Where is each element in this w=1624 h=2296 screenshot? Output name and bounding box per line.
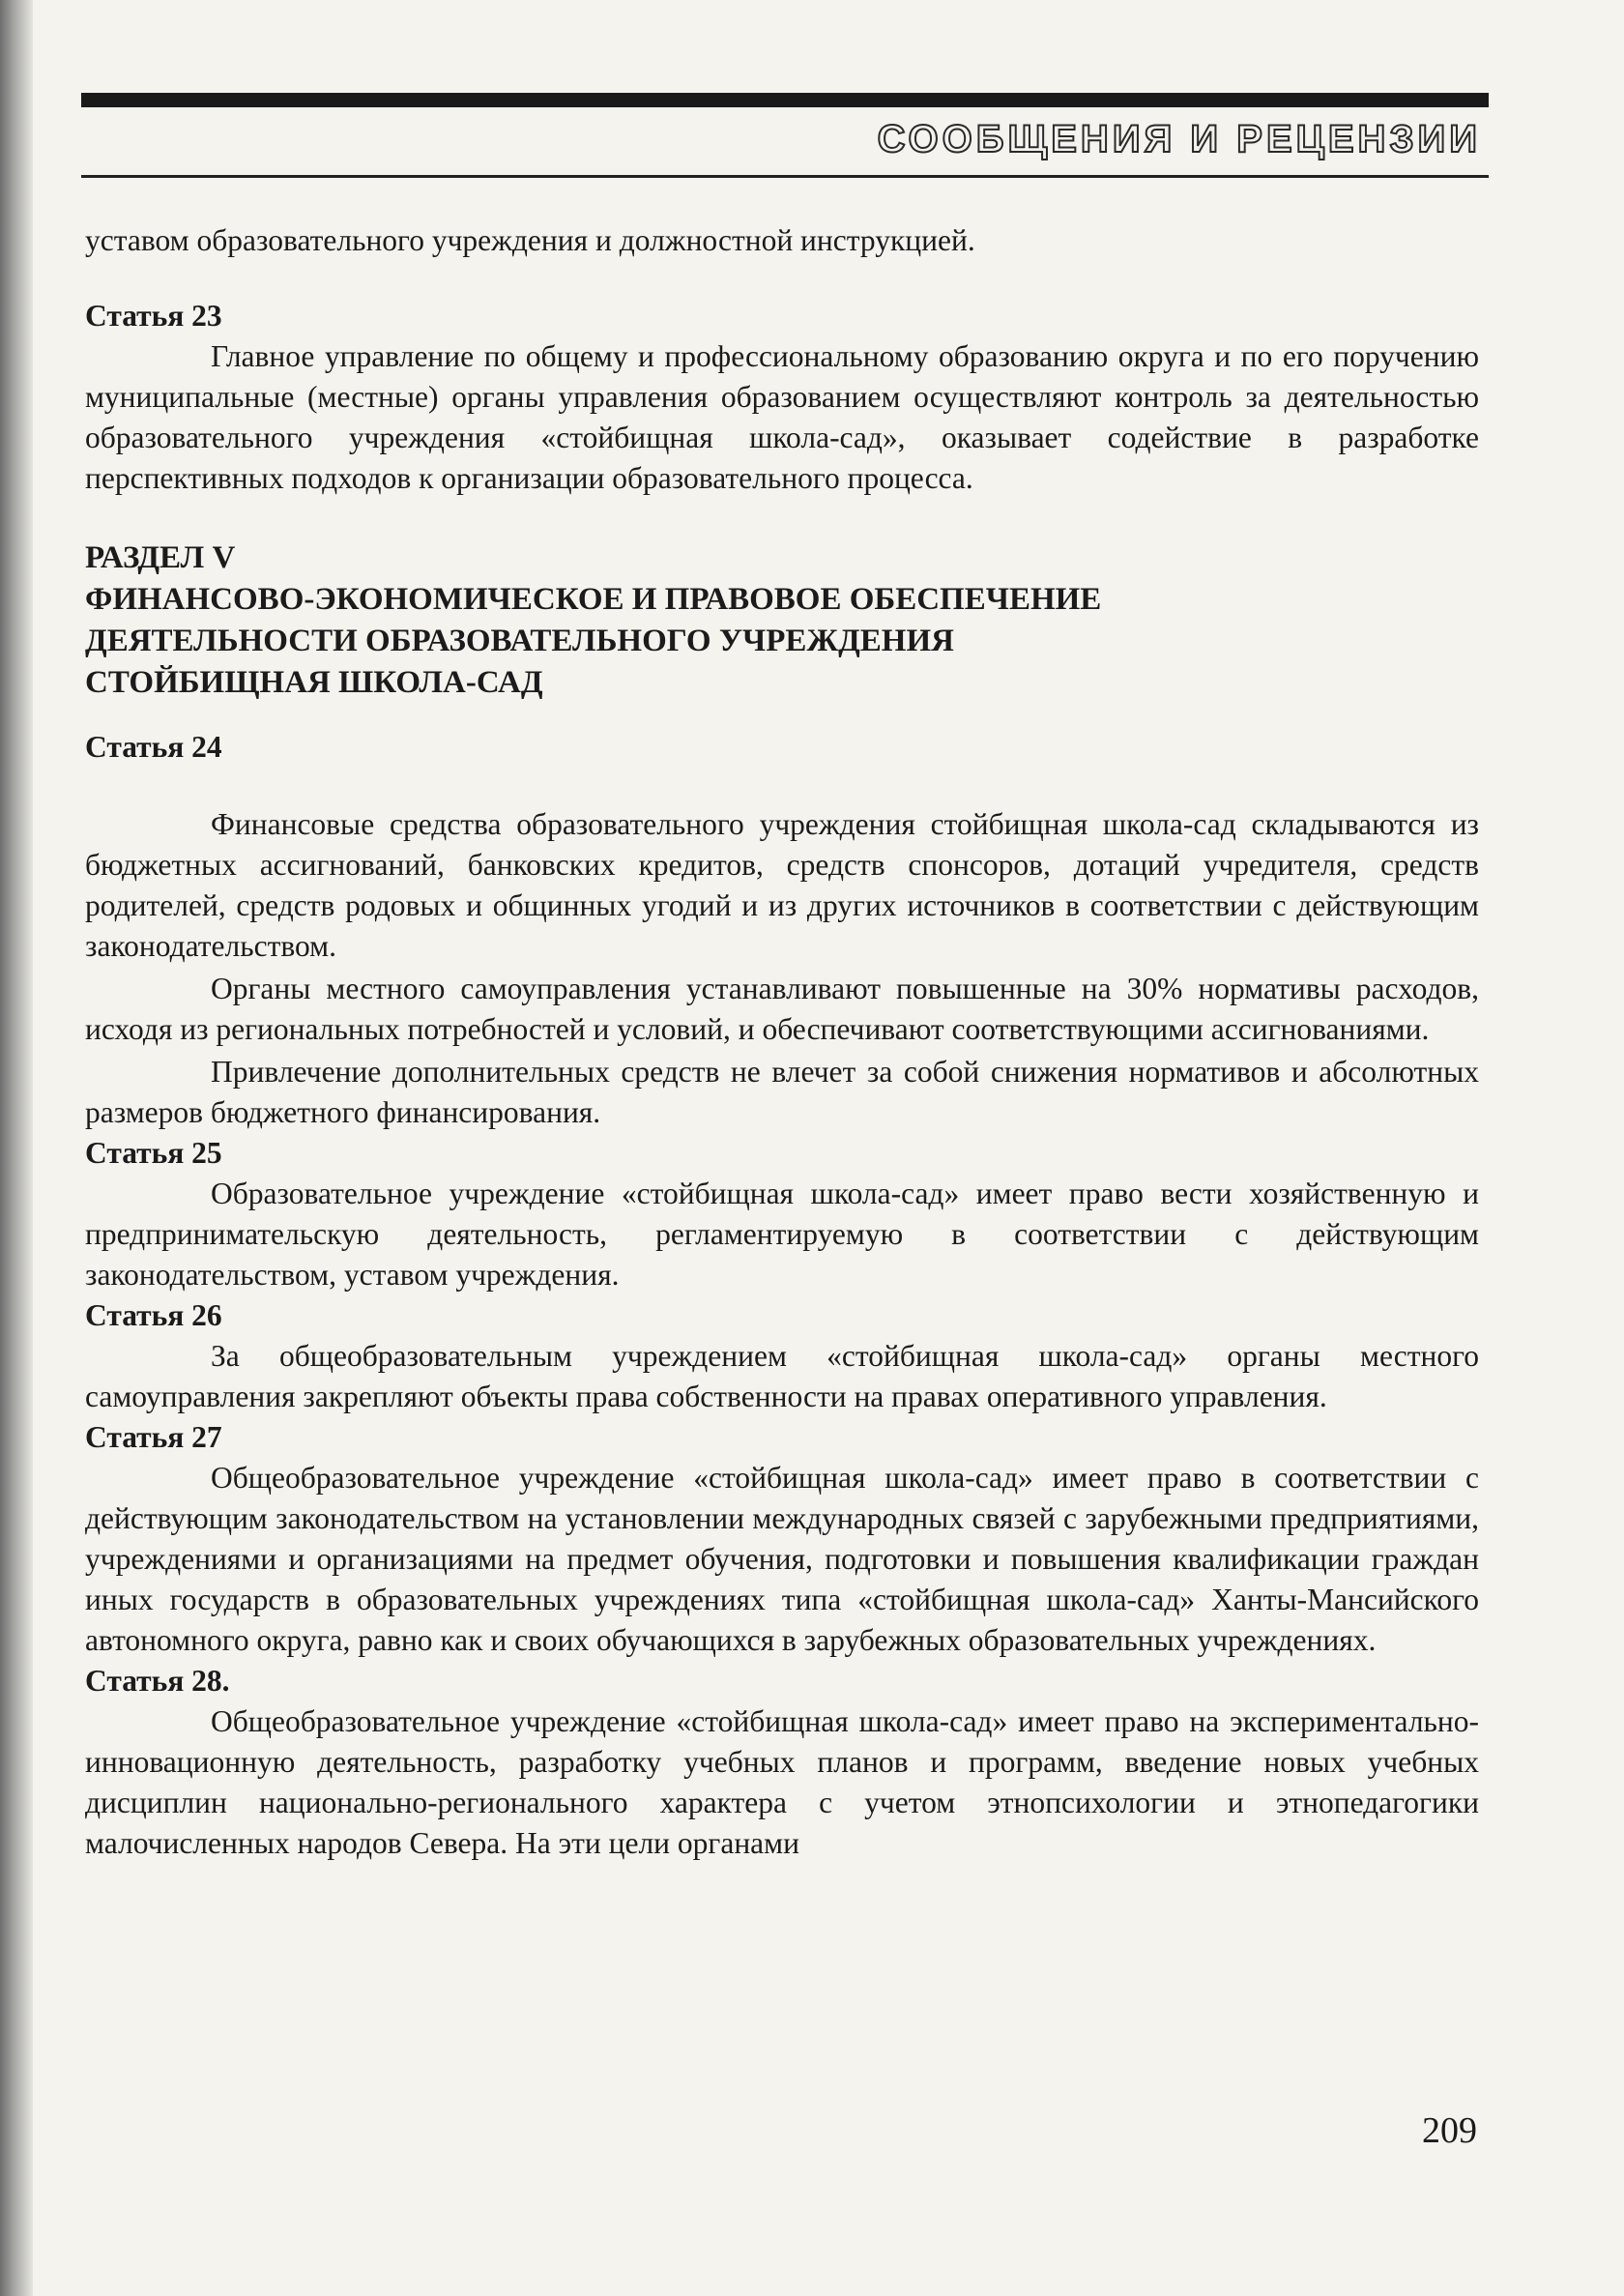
page-number: 209 bbox=[1422, 2110, 1477, 2151]
paragraph-continuation: уставом образовательного учреждения и должностной инструкцией. bbox=[85, 223, 975, 257]
section-number: РАЗДЕЛ V bbox=[85, 540, 236, 575]
article-26-text: За общеобразовательным учреждением «стойбищная школа-сад» органы местного самоуправления закрепляют объекты права собственности на правах оперативного управления. bbox=[85, 1339, 1479, 1413]
article-24-paragraph-3: Привлечение дополнительных средств не влечет за собой снижения нормативов и абсолютных размеров бюджетного финансирования. bbox=[85, 1055, 1479, 1129]
page-body bbox=[85, 220, 1479, 1864]
article-23-heading: Статья 23 bbox=[85, 299, 222, 333]
header-rule-thick bbox=[81, 93, 1489, 107]
article-28-heading: Статья 28. bbox=[85, 1664, 230, 1698]
article-24-paragraph-1: Финансовые средства образовательного учреждения стойбищная школа-сад складываются из бюджетных ассигнований, банковских кредитов, средств спонсоров, дотаций учредителя, средств родителей, средств родовых и общинных угодий и из других источников в соответствии с действующим законодательством. bbox=[85, 807, 1479, 963]
section-title-line-2: ДЕЯТЕЛЬНОСТИ ОБРАЗОВАТЕЛЬНОГО УЧРЕЖДЕНИЯ bbox=[85, 624, 954, 658]
article-25-heading: Статья 25 bbox=[85, 1136, 222, 1170]
article-26-heading: Статья 26 bbox=[85, 1298, 222, 1332]
article-25-text: Образовательное учреждение «стойбищная школа-сад» имеет право вести хозяйственную и предпринимательскую деятельность, регламентируемую в соответствии с действующим законодательством, уставом учреждения. bbox=[85, 1177, 1479, 1292]
header-rule-thin bbox=[81, 175, 1489, 178]
article-27-text: Общеобразовательное учреждение «стойбищная школа-сад» имеет право в соответствии с действующим законодательством на установлении международных связей с зарубежными предприятиями, учреждениями и организациями на предмет обучения, подготовки и повышения квалификации граждан иных государств в образовательных учреждениях типа «стойбищная школа-сад» Ханты-Мансийского автономного округа, равно как и своих обучающихся в зарубежных образовательных учреждениях. bbox=[85, 1461, 1479, 1657]
article-24-paragraph-2: Органы местного самоуправления устанавливают повышенные на 30% нормативы расходов, исходя из региональных потребностей и условий, и обеспечивают соответствующими ассигнованиями. bbox=[85, 972, 1479, 1046]
article-28-text: Общеобразовательное учреждение «стойбищная школа-сад» имеет право на экспериментально-инновационную деятельность, разработку учебных планов и программ, введение новых учебных дисциплин национально-регионального характера с учетом этнопсихологии и этнопедагогики малочисленных народов Севера. На эти цели органами bbox=[85, 1704, 1479, 1860]
article-23-text: Главное управление по общему и профессиональному образованию округа и по его поручению муниципальные (местные) органы управления образованием осуществляют контроль за деятельностью образовательного учреждения «стойбищная школа-сад», оказывает содействие в разработке перспективных подходов к организации образовательного процесса. bbox=[85, 339, 1479, 495]
article-24-heading: Статья 24 bbox=[85, 730, 222, 764]
section-title-line-3: СТОЙБИЩНАЯ ШКОЛА-САД bbox=[85, 665, 543, 700]
binding-shadow bbox=[0, 0, 33, 2296]
article-27-heading: Статья 27 bbox=[85, 1420, 222, 1454]
running-title: СООБЩЕНИЯ И РЕЦЕНЗИИ bbox=[877, 118, 1481, 160]
section-title-line-1: ФИНАНСОВО-ЭКОНОМИЧЕСКОЕ И ПРАВОВОЕ ОБЕСПЕЧЕНИЕ bbox=[85, 582, 1102, 617]
